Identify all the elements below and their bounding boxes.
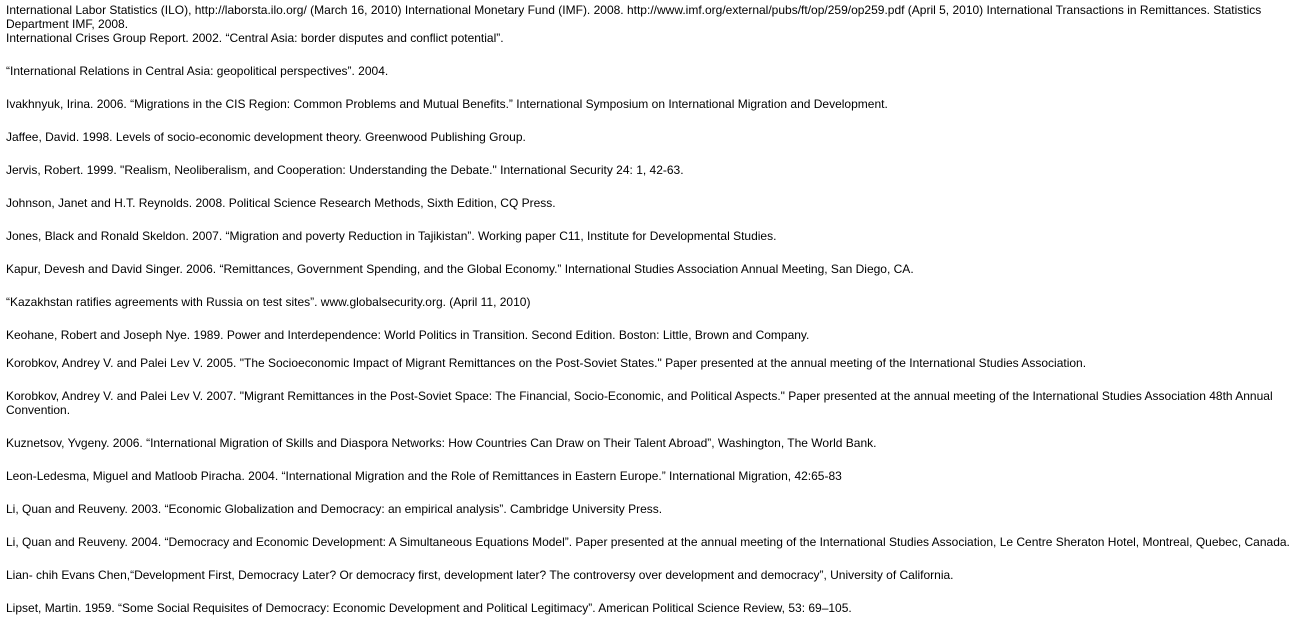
reference-entry-li-2003: Li, Quan and Reuveny. 2003. “Economic Globalization and Democracy: an empirical analysis”. Cambridge University Press. <box>6 502 663 516</box>
reference-entry-leon-ledesma: Leon-Ledesma, Miguel and Matloob Piracha. 2004. “International Migration and the Role of Remittances in Eastern Europe.” International Migration, 42:65-83 <box>6 469 842 483</box>
reference-entry-keohane: Keohane, Robert and Joseph Nye. 1989. Power and Interdependence: World Politics in Transition. Second Edition. Boston: Little, Brown and Company. <box>6 328 810 342</box>
reference-entry-lipset: Lipset, Martin. 1959. “Some Social Requisites of Democracy: Economic Development and Political Legitimacy”. American Political Science Review, 53: 69–105. <box>6 601 852 615</box>
reference-entry-kapur: Kapur, Devesh and David Singer. 2006. “Remittances, Government Spending, and the Global Economy.” International Studies Association Annual Meeting, San Diego, CA. <box>6 262 914 276</box>
reference-entry-li-2004: Li, Quan and Reuveny. 2004. “Democracy and Economic Development: A Simultaneous Equations Model”. Paper presented at the annual meeting of the International Studies Association, Le Centre Sheraton Hotel, Montreal, Quebec, Canada. <box>6 535 1290 549</box>
reference-entry-lian-chih: Lian- chih Evans Chen,“Development First, Democracy Later? Or democracy first, development later? The controversy over development and democracy”, University of California. <box>6 568 954 582</box>
reference-entry-kuznetsov: Kuznetsov, Yvgeny. 2006. “International Migration of Skills and Diaspora Networks: How Countries Can Draw on Their Talent Abroad”, Washington, The World Bank. <box>6 436 877 450</box>
reference-entry-crises-group: International Crises Group Report. 2002. “Central Asia: border disputes and conflict potential”. <box>6 31 504 45</box>
reference-list <box>6 3 1306 615</box>
reference-entry-johnson: Johnson, Janet and H.T. Reynolds. 2008. Political Science Research Methods, Sixth Edition, CQ Press. <box>6 196 556 210</box>
reference-entry-korobkov-2007: Korobkov, Andrey V. and Palei Lev V. 2007. "Migrant Remittances in the Post-Soviet Space: The Financial, Socio-Economic, and Political Aspects." Paper presented at the annual meeting of the International Studies Association 48th Annual Convention. <box>6 389 1273 417</box>
reference-entry-korobkov-2005: Korobkov, Andrey V. and Palei Lev V. 2005. "The Socioeconomic Impact of Migrant Remittances on the Post-Soviet States." Paper presented at the annual meeting of the International Studies Association. <box>6 356 1087 370</box>
reference-entry-kazakhstan: “Kazakhstan ratifies agreements with Russia on test sites”. www.globalsecurity.org. (April 11, 2010) <box>6 295 531 309</box>
reference-entry-central-asia: “International Relations in Central Asia: geopolitical perspectives”. 2004. <box>6 64 389 78</box>
reference-entry-jervis: Jervis, Robert. 1999. "Realism, Neoliberalism, and Cooperation: Understanding the Debate." International Security 24: 1, 42-63. <box>6 163 684 177</box>
reference-entry-ivakhnyuk: Ivakhnyuk, Irina. 2006. “Migrations in the CIS Region: Common Problems and Mutual Benefits.” International Symposium on International Migration and Development. <box>6 97 888 111</box>
reference-entry-jones: Jones, Black and Ronald Skeldon. 2007. “Migration and poverty Reduction in Tajikistan”. Working paper C11, Institute for Developmental Studies. <box>6 229 777 243</box>
reference-entry-jaffee: Jaffee, David. 1998. Levels of socio-economic development theory. Greenwood Publishing Group. <box>6 130 526 144</box>
reference-entry-ilo: International Labor Statistics (ILO), http://laborsta.ilo.org/ (March 16, 2010) International Monetary Fund (IMF). 2008. http://www.imf.org/external/pubs/ft/op/259/op259.pdf (April 5, 2010) International Transactions in Remittances. Statistics Department IMF, 2008. <box>6 3 1262 31</box>
